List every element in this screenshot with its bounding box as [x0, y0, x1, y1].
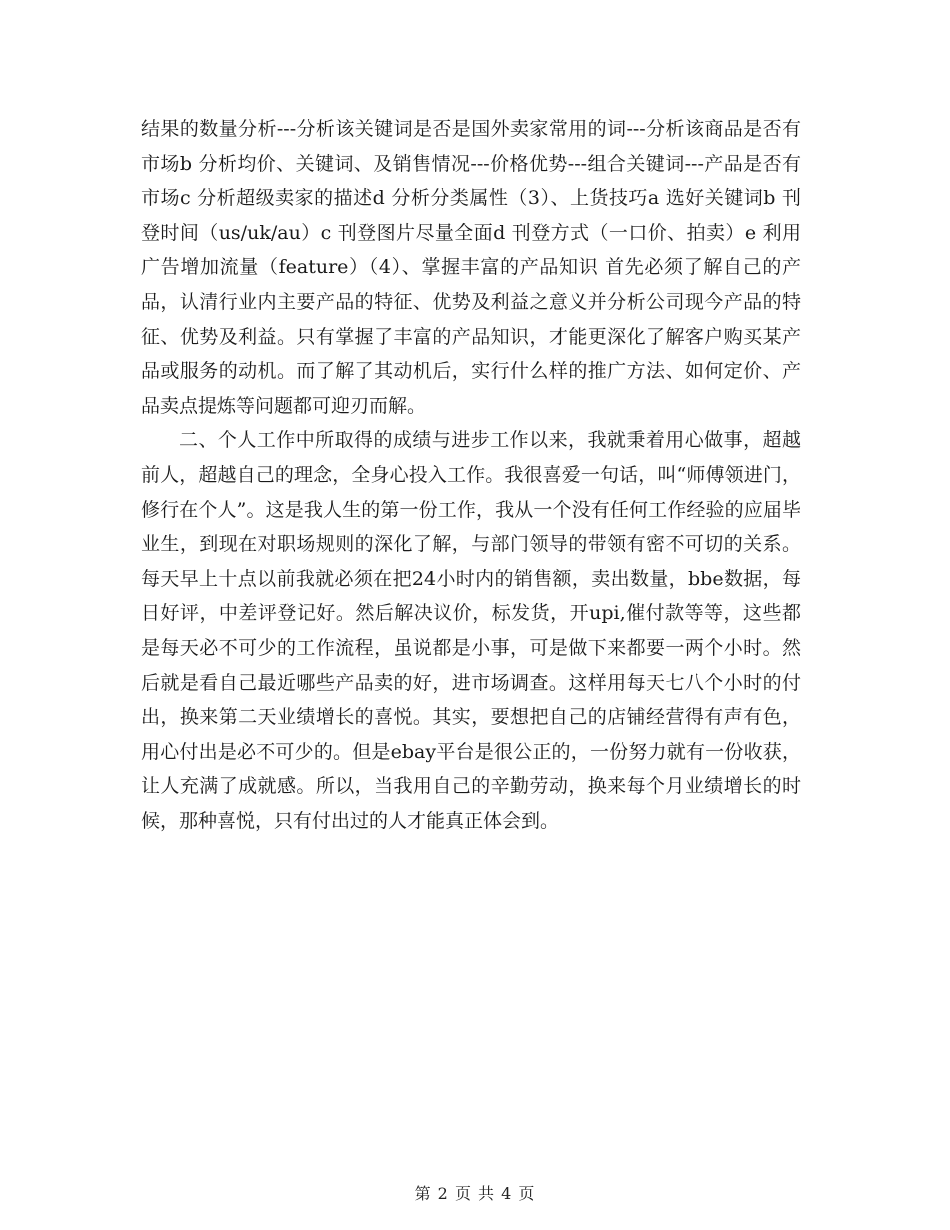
body-text [141, 112, 801, 838]
paragraph-2: 二、个人工作中所取得的成绩与进步工作以来，我就秉着用心做事，超越前人，超越自己的理念，全身心投入工作。我很喜爱一句话，叫“师傅领进门，修行在个人”。这是我人生的第一份工作，我从一个没有任何工作经验的应届毕业生，到现在对职场规则的深化了解，与部门领导的带领有密不可切的关系。每天早上十点以前我就必须在把24小时内的销售额，卖出数量，bbe数据，每日好评，中差评登记好。然后解决议价，标发货，开upi,催付款等等，这些都是每天必不可少的工作流程，虽说都是小事，可是做下来都要一两个小时。然后就是看自己最近哪些产品卖的好，进市场调查。这样用每天七八个小时的付出，换来第二天业绩增长的喜悦。其实，要想把自己的店铺经营得有声有色，用心付出是必不可少的。但是ebay平台是很公正的，一份努力就有一份收获，让人充满了成就感。所以，当我用自己的辛勤劳动，换来每个月业绩增长的时候，那种喜悦，只有付出过的人才能真正体会到。 [141, 429, 801, 832]
page-number-footer: 第 2 页 共 4 页 [414, 1184, 536, 1203]
paragraph-1: 结果的数量分析---分析该关键词是否是国外卖家常用的词---分析该商品是否有市场b 分析均价、关键词、及销售情况---价格优势---组合关键词---产品是否有市场c 分析超级卖家的描述d 分析分类属性（3）、上货技巧a 选好关键词b 刊登时间（us/uk/au）c 刊登图片尽量全面d 刊登方式（一口价、拍卖）e 利用广告增加流量（feature）（4）、掌握丰富的产品知识 首先必须了解自己的产品，认清行业内主要产品的特征、优势及利益之意义并分析公司现今产品的特征、优势及利益。只有掌握了丰富的产品知识，才能更深化了解客户购买某产品或服务的动机。而了解了其动机后，实行什么样的推广方法、如何定价、产品卖点提炼等问题都可迎刃而解。 [141, 118, 801, 417]
